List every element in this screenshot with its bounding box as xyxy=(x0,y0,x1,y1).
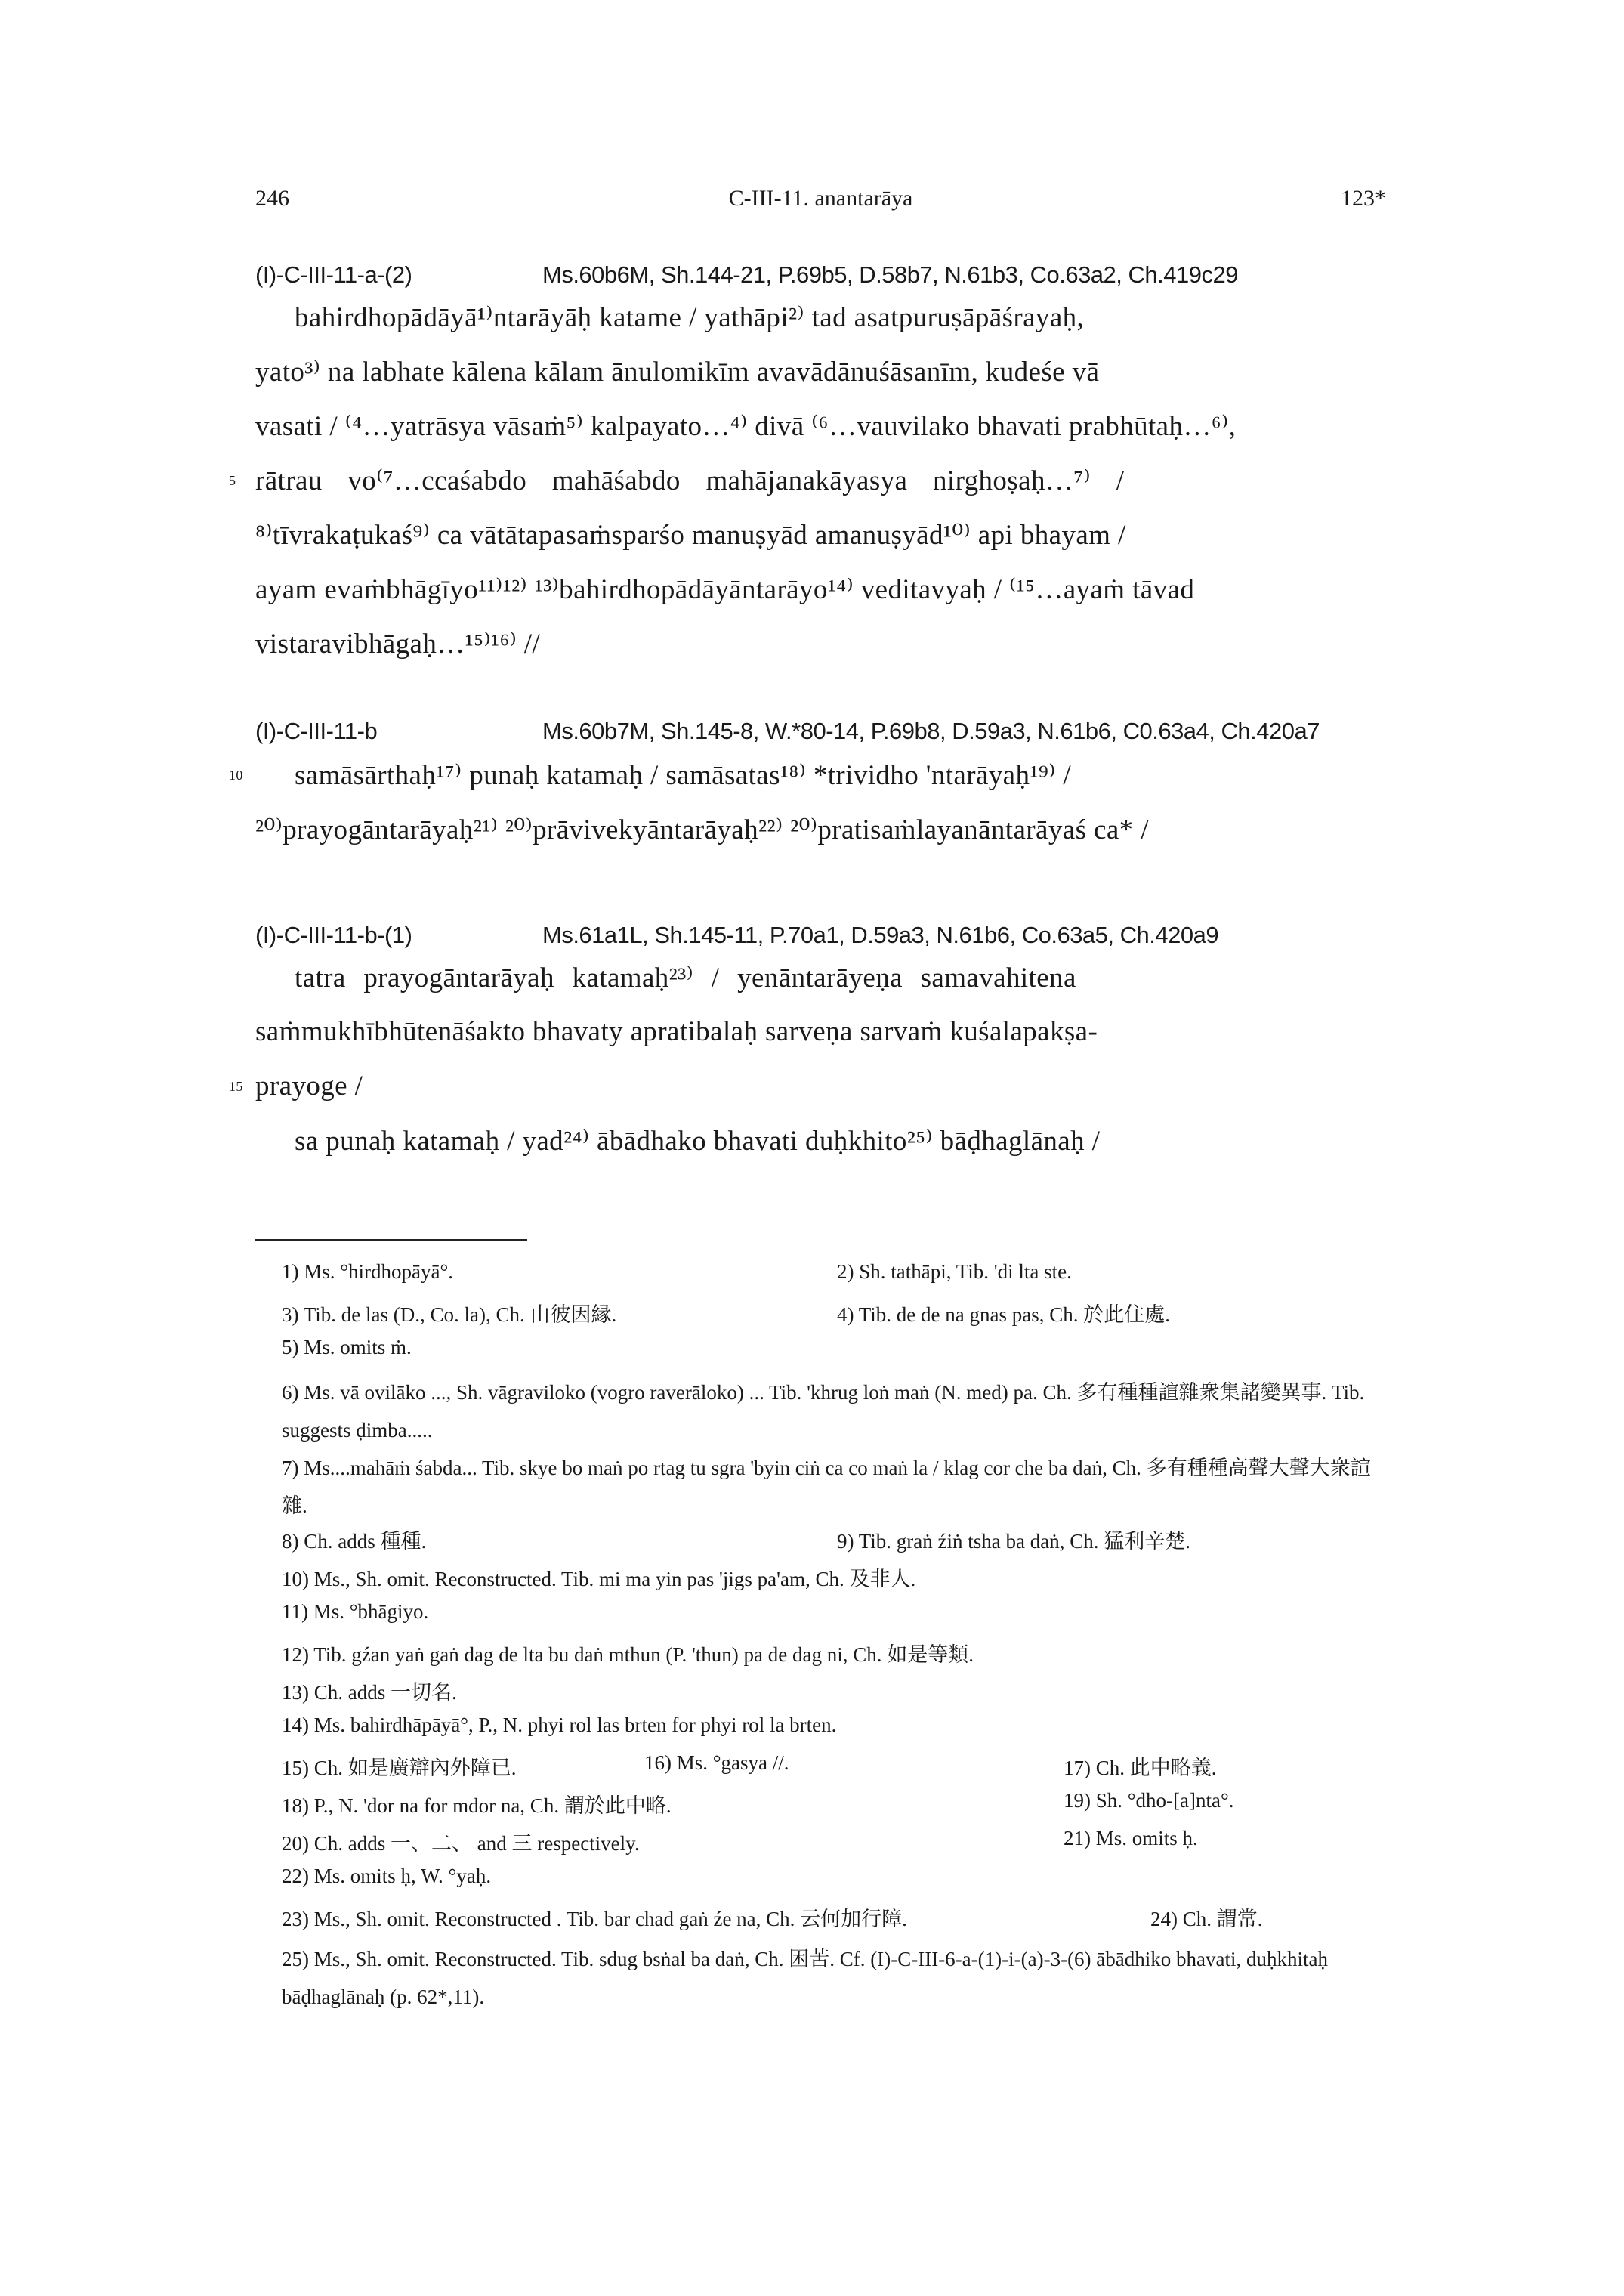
text-line: bahirdhopādāyā¹⁾ntarāyāḥ katame / yathāpi²⁾ tad asatpuruṣāpāśrayaḥ, xyxy=(295,302,1085,333)
footnote: 10) Ms., Sh. omit. Reconstructed. Tib. mi ma yin pas 'jigs pa'am, Ch. 及非人. xyxy=(282,1568,916,1590)
footnotes xyxy=(282,1260,1392,2016)
footnote-row xyxy=(282,1374,1392,1449)
section-code: (I)-C-III-11-b xyxy=(255,718,378,744)
section-text xyxy=(229,961,1388,1179)
text-line: 15 prayoge / xyxy=(229,1071,363,1102)
page-number: 246 xyxy=(255,186,289,211)
footnote-row xyxy=(282,1789,1392,1827)
page-header xyxy=(255,186,1386,216)
section-references: Ms.61a1L, Sh.145-11, P.70a1, D.59a3, N.61b6, Co.63a5, Ch.420a9 xyxy=(542,922,1219,948)
footnote-row xyxy=(282,1336,1392,1374)
section-code: (I)-C-III-11-b-(1) xyxy=(255,922,412,948)
text-line: vasati / ⁽⁴…yatrāsya vāsaṁ⁵⁾ kalpayato…⁴⁾ divā ⁽⁶…vauvilako bhavati prabhūtaḥ…⁶⁾, xyxy=(255,411,1237,442)
text-line: 5 rātrau vo⁽⁷…ccaśabdo mahāśabdo mahājanakāyasya nirghoṣaḥ…⁷⁾ / xyxy=(229,465,1125,496)
footnote: 19) Sh. °dho-[a]nta°. xyxy=(1064,1789,1234,1812)
text-line: saṁmukhībhūtenāśakto bhavaty apratibalaḥ sarveṇa sarvaṁ kuśalapakṣa- xyxy=(255,1016,1098,1047)
section-code: (I)-C-III-11-a-(2) xyxy=(255,261,412,288)
footnote: 3) Tib. de las (D., Co. la), Ch. 由彼因縁. xyxy=(282,1303,617,1326)
footnote-row xyxy=(282,1902,1392,1940)
text-line: 10 samāsārthaḥ¹⁷⁾ punaḥ katamaḥ / samāsatas¹⁸⁾ *trividho 'ntarāyaḥ¹⁹⁾ / xyxy=(229,760,1072,791)
section-heading xyxy=(255,718,1320,745)
section-text xyxy=(229,301,1388,681)
footnote: 24) Ch. 謂常. xyxy=(1150,1908,1263,1930)
footnote-row xyxy=(282,1827,1392,1865)
footnote: 12) Tib. gźan yaṅ gaṅ dag de lta bu daṅ mthun (P. 'thun) pa de dag ni, Ch. 如是等類. xyxy=(282,1643,974,1666)
text-line: sa punaḥ katamaḥ / yad²⁴⁾ ābādhako bhavati duḥkhito²⁵⁾ bāḍhaglānaḥ / xyxy=(295,1126,1101,1157)
cross-reference-number: 123* xyxy=(1341,186,1386,211)
text-line: ²⁰⁾prayogāntarāyaḥ²¹⁾ ²⁰⁾prāvivekyāntarāyaḥ²²⁾ ²⁰⁾pratisaṁlayanāntarāyaś ca* / xyxy=(255,814,1149,845)
line-number: 5 xyxy=(229,473,236,488)
footnote: 13) Ch. adds 一切名. xyxy=(282,1681,457,1704)
text-line: tatra prayogāntarāyaḥ katamaḥ²³⁾ / yenāntarāyeṇa samavahitena xyxy=(295,963,1076,993)
text-line: yato³⁾ na labhate kālena kālam ānulomikīm avavādānuśāsanīm, kudeśe vā xyxy=(255,357,1100,388)
footnote: 7) Ms....mahāṁ śabda... Tib. skye bo maṅ po rtag tu sgra 'byin ciṅ ca co maṅ la / klag cor che ba daṅ, Ch. 多有種種高聲大聲大衆諠雜. xyxy=(282,1457,1371,1517)
footnote: 5) Ms. omits ṁ. xyxy=(282,1336,412,1358)
text-line: ⁸⁾tīvrakaṭukaś⁹⁾ ca vātātapasaṁsparśo manuṣyād amanuṣyād¹⁰⁾ api bhayam / xyxy=(255,520,1126,551)
footnote-row xyxy=(282,1525,1392,1562)
footnote: 23) Ms., Sh. omit. Reconstructed . Tib. bar chad gaṅ źe na, Ch. 云何加行障. xyxy=(282,1908,907,1930)
footnote: 25) Ms., Sh. omit. Reconstructed. Tib. sdug bsṅal ba daṅ, Ch. 困苦. Cf. (I)-C-III-6-a-(1)-i-(a)-3-(6) ābādhiko bhavati, duḥkhitaḥ bāḍhaglānaḥ (p. 62*,11). xyxy=(282,1948,1328,2008)
footnote-row xyxy=(282,1638,1392,1676)
section-text xyxy=(229,759,1388,867)
footnote-divider xyxy=(255,1239,527,1241)
footnote: 1) Ms. °hirdhopāyā°. xyxy=(282,1260,454,1283)
section-references: Ms.60b6M, Sh.144-21, P.69b5, D.58b7, N.61b3, Co.63a2, Ch.419c29 xyxy=(542,261,1238,288)
footnote-row xyxy=(282,1940,1392,2016)
section-heading xyxy=(255,261,1238,289)
footnote-row xyxy=(282,1865,1392,1902)
text-line: ayam evaṁbhāgīyo¹¹⁾¹²⁾ ¹³⁾bahirdhopādāyāntarāyo¹⁴⁾ veditavyaḥ / ⁽¹⁵…ayaṁ tāvad xyxy=(255,574,1195,605)
line-number: 10 xyxy=(229,768,243,783)
footnote-row xyxy=(282,1562,1392,1600)
footnote: 14) Ms. bahirdhāpāyā°, P., N. phyi rol las brten for phyi rol la brten. xyxy=(282,1714,837,1736)
footnote: 22) Ms. omits ḥ, W. °yaḥ. xyxy=(282,1865,492,1887)
footnote: 9) Tib. graṅ źiṅ tsha ba daṅ, Ch. 猛利辛楚. xyxy=(837,1530,1190,1553)
footnote: 11) Ms. °bhāgiyo. xyxy=(282,1600,429,1623)
footnote-row xyxy=(282,1751,1392,1789)
footnote: 8) Ch. adds 種種. xyxy=(282,1530,427,1553)
footnote: 6) Ms. vā ovilāko ..., Sh. vāgraviloko (vogro raverāloko) ... Tib. 'khrug loṅ maṅ (N. med) pa. Ch. 多有種種諠雜衆集諸變異事. Tib. suggests ḍimba..... xyxy=(282,1381,1365,1442)
footnote: 4) Tib. de de na gnas pas, Ch. 於此住處. xyxy=(837,1303,1170,1326)
footnote: 18) P., N. 'dor na for mdor na, Ch. 謂於此中略. xyxy=(282,1794,672,1817)
text-line: vistaravibhāgaḥ…¹⁵⁾¹⁶⁾ // xyxy=(255,629,541,660)
footnote: 20) Ch. adds 一、二、 and 三 respectively. xyxy=(282,1832,640,1855)
footnote: 15) Ch. 如是廣辯內外障已. xyxy=(282,1757,517,1779)
line-number: 15 xyxy=(229,1079,243,1094)
footnote-row xyxy=(282,1676,1392,1714)
running-title: C-III-11. anantarāya xyxy=(728,186,913,211)
section-references: Ms.60b7M, Sh.145-8, W.*80-14, P.69b8, D.59a3, N.61b6, C0.63a4, Ch.420a7 xyxy=(542,718,1320,744)
footnote-row xyxy=(282,1600,1392,1638)
footnote-row xyxy=(282,1714,1392,1751)
footnote: 21) Ms. omits ḥ. xyxy=(1064,1827,1198,1849)
footnote: 16) Ms. °gasya //. xyxy=(644,1751,789,1774)
footnote: 17) Ch. 此中略義. xyxy=(1064,1757,1217,1779)
footnote-row xyxy=(282,1260,1392,1298)
section-heading xyxy=(255,922,1218,949)
footnote: 2) Sh. tathāpi, Tib. 'di lta ste. xyxy=(837,1260,1072,1283)
footnote-row xyxy=(282,1449,1392,1525)
footnote-row xyxy=(282,1298,1392,1336)
